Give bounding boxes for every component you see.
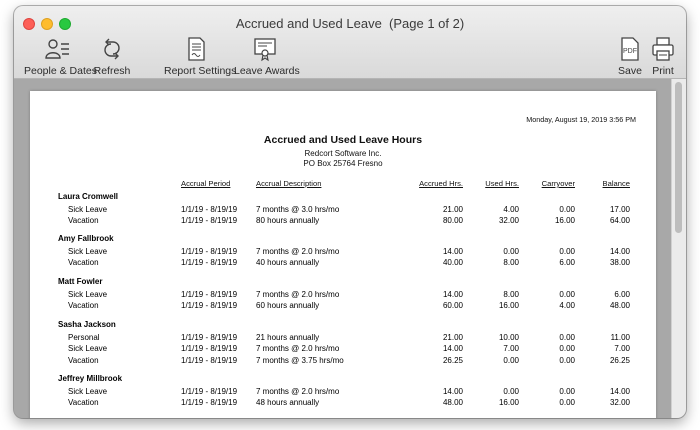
accrual-description: 7 months @ 3.75 hrs/mo: [256, 355, 344, 365]
carryover-hrs: 0.00: [559, 205, 575, 214]
leave-type: Sick Leave: [68, 344, 108, 354]
balance-hrs: 26.25: [609, 355, 630, 365]
accrual-period: 1/1/19 - 8/19/19: [181, 258, 238, 268]
report-preview-area[interactable]: [14, 79, 686, 418]
accrual-period: 1/1/19 - 8/19/19: [181, 301, 238, 311]
used-hrs: 8.00: [503, 258, 519, 268]
carryover-hrs: 4.00: [559, 301, 575, 311]
leave-type: Sick Leave: [68, 205, 108, 214]
accrued-hrs: 14.00: [442, 247, 463, 256]
accrued-hrs: 48.00: [442, 398, 463, 408]
accrual-period: 1/1/19 - 8/19/19: [181, 290, 238, 299]
accrual-period: 1/1/19 - 8/19/19: [181, 333, 238, 342]
leave-type: Vacation: [68, 398, 99, 408]
used-hrs: 7.00: [503, 344, 519, 354]
accrued-hrs: 14.00: [442, 344, 463, 354]
accrued-hrs: 80.00: [442, 216, 463, 226]
save-button[interactable]: [616, 36, 644, 77]
used-hrs: 16.00: [498, 301, 519, 311]
used-hrs: 16.00: [498, 398, 519, 408]
save-label: Save: [618, 65, 642, 77]
carryover-hrs: 0.00: [559, 333, 575, 342]
print-label: Print: [652, 65, 674, 77]
accrual-description: 40 hours annually: [256, 258, 320, 268]
company-address: PO Box 25764 Fresno: [303, 159, 383, 168]
accrual-period: 1/1/19 - 8/19/19: [181, 247, 238, 256]
certificate-icon: [252, 36, 278, 62]
employee-name: Matt Fowler: [58, 277, 103, 286]
employee-name: Amy Fallbrook: [58, 234, 114, 243]
accrual-description: 7 months @ 3.0 hrs/mo: [256, 205, 340, 214]
table-row: [30, 290, 656, 301]
accrual-description: 48 hours annually: [256, 398, 320, 408]
printed-timestamp: Monday, August 19, 2019 3:56 PM: [526, 115, 636, 124]
used-hrs: 0.00: [503, 247, 519, 256]
table-row: [30, 344, 656, 355]
accrued-hrs: 26.25: [442, 355, 463, 365]
refresh-button[interactable]: [92, 36, 132, 77]
accrual-description: 60 hours annually: [256, 301, 320, 311]
carryover-hrs: 0.00: [559, 247, 575, 256]
accrual-period: 1/1/19 - 8/19/19: [181, 205, 238, 214]
accrued-hrs: 60.00: [442, 301, 463, 311]
title-bar: [14, 6, 686, 79]
employee-name: Jeffrey Millbrook: [58, 374, 123, 383]
leave-type: Sick Leave: [68, 387, 108, 396]
refresh-label: Refresh: [93, 65, 131, 77]
carryover-hrs: 0.00: [559, 344, 575, 354]
leave-awards-label: Leave Awards: [234, 65, 300, 77]
people-list-icon: [44, 36, 70, 62]
people-dates-button[interactable]: [24, 36, 97, 77]
column-header-accrual-period: Accrual Period: [181, 179, 231, 188]
accrued-hrs: 21.00: [442, 205, 463, 214]
refresh-icon: [99, 36, 125, 62]
table-row: [30, 205, 656, 216]
used-hrs: 0.00: [503, 355, 519, 365]
accrued-hrs: 14.00: [442, 387, 463, 396]
used-hrs: 0.00: [503, 387, 519, 396]
accrued-hrs: 21.00: [442, 333, 463, 342]
table-row: [30, 333, 656, 344]
report-settings-button[interactable]: [164, 36, 237, 77]
leave-type: Personal: [68, 333, 100, 342]
column-header-used-hrs: Used Hrs.: [485, 179, 519, 188]
table-row: [30, 387, 656, 398]
employee-name: Laura Cromwell: [58, 192, 119, 201]
balance-hrs: 17.00: [609, 205, 630, 214]
column-header-balance: Balance: [602, 179, 630, 188]
people-dates-label: People & Dates: [24, 65, 97, 77]
accrual-description: 80 hours annually: [256, 216, 320, 226]
table-row: [30, 398, 656, 409]
accrued-hrs: 14.00: [442, 290, 463, 299]
accrual-period: 1/1/19 - 8/19/19: [181, 216, 238, 226]
scrollbar-thumb[interactable]: [675, 82, 682, 233]
svg-text:PDF: PDF: [623, 48, 637, 55]
carryover-hrs: 0.00: [559, 398, 575, 408]
column-header-accrual-description: Accrual Description: [256, 179, 322, 188]
used-hrs: 32.00: [498, 216, 519, 226]
carryover-hrs: 0.00: [559, 290, 575, 299]
employee-name: Sasha Jackson: [58, 320, 116, 329]
accrual-description: 21 hours annually: [256, 333, 320, 342]
print-button[interactable]: [648, 36, 678, 77]
used-hrs: 4.00: [503, 205, 519, 214]
balance-hrs: 64.00: [609, 216, 630, 226]
vertical-scrollbar[interactable]: [671, 79, 686, 418]
leave-type: Vacation: [68, 216, 99, 226]
balance-hrs: 14.00: [609, 247, 630, 256]
balance-hrs: 6.00: [614, 290, 630, 299]
table-row: [30, 356, 656, 367]
table-row: [30, 258, 656, 269]
carryover-hrs: 6.00: [559, 258, 575, 268]
accrual-period: 1/1/19 - 8/19/19: [181, 398, 238, 408]
balance-hrs: 14.00: [609, 387, 630, 396]
leave-type: Vacation: [68, 301, 99, 311]
report-title: Accrued and Used Leave Hours: [263, 134, 423, 146]
leave-type: Sick Leave: [68, 290, 108, 299]
report-window: [14, 6, 686, 418]
pdf-save-icon: [617, 36, 643, 62]
accrued-hrs: 40.00: [442, 258, 463, 268]
accrual-description: 7 months @ 2.0 hrs/mo: [256, 387, 340, 396]
balance-hrs: 32.00: [609, 398, 630, 408]
printer-icon: [650, 36, 676, 62]
leave-type: Sick Leave: [68, 247, 108, 256]
balance-hrs: 7.00: [614, 344, 630, 354]
column-header-accrued-hrs: Accrued Hrs.: [419, 179, 463, 188]
leave-awards-button[interactable]: [234, 36, 300, 77]
accrual-period: 1/1/19 - 8/19/19: [181, 387, 238, 396]
balance-hrs: 38.00: [609, 258, 630, 268]
accrual-description: 7 months @ 2.0 hrs/mo: [256, 344, 340, 354]
accrual-period: 1/1/19 - 8/19/19: [181, 355, 238, 365]
table-row: [30, 301, 656, 312]
accrual-period: 1/1/19 - 8/19/19: [181, 344, 238, 354]
accrual-description: 7 months @ 2.0 hrs/mo: [256, 247, 340, 256]
balance-hrs: 48.00: [609, 301, 630, 311]
table-row: [30, 216, 656, 227]
report-settings-label: Report Settings: [164, 65, 237, 77]
balance-hrs: 11.00: [610, 333, 630, 342]
carryover-hrs: 0.00: [559, 387, 575, 396]
carryover-hrs: 0.00: [559, 355, 575, 365]
carryover-hrs: 16.00: [554, 216, 575, 226]
company-name: Redcort Software Inc.: [304, 149, 382, 158]
report-document-icon: [183, 36, 209, 62]
leave-type: Vacation: [68, 355, 99, 365]
leave-type: Vacation: [68, 258, 99, 268]
used-hrs: 10.00: [498, 333, 519, 342]
window-title: Accrued and Used Leave (Page 1 of 2): [235, 16, 465, 31]
table-row: [30, 247, 656, 258]
accrual-description: 7 months @ 2.0 hrs/mo: [256, 290, 340, 299]
column-header-carryover: Carryover: [541, 179, 575, 188]
report-page: [30, 91, 656, 418]
used-hrs: 8.00: [503, 290, 519, 299]
